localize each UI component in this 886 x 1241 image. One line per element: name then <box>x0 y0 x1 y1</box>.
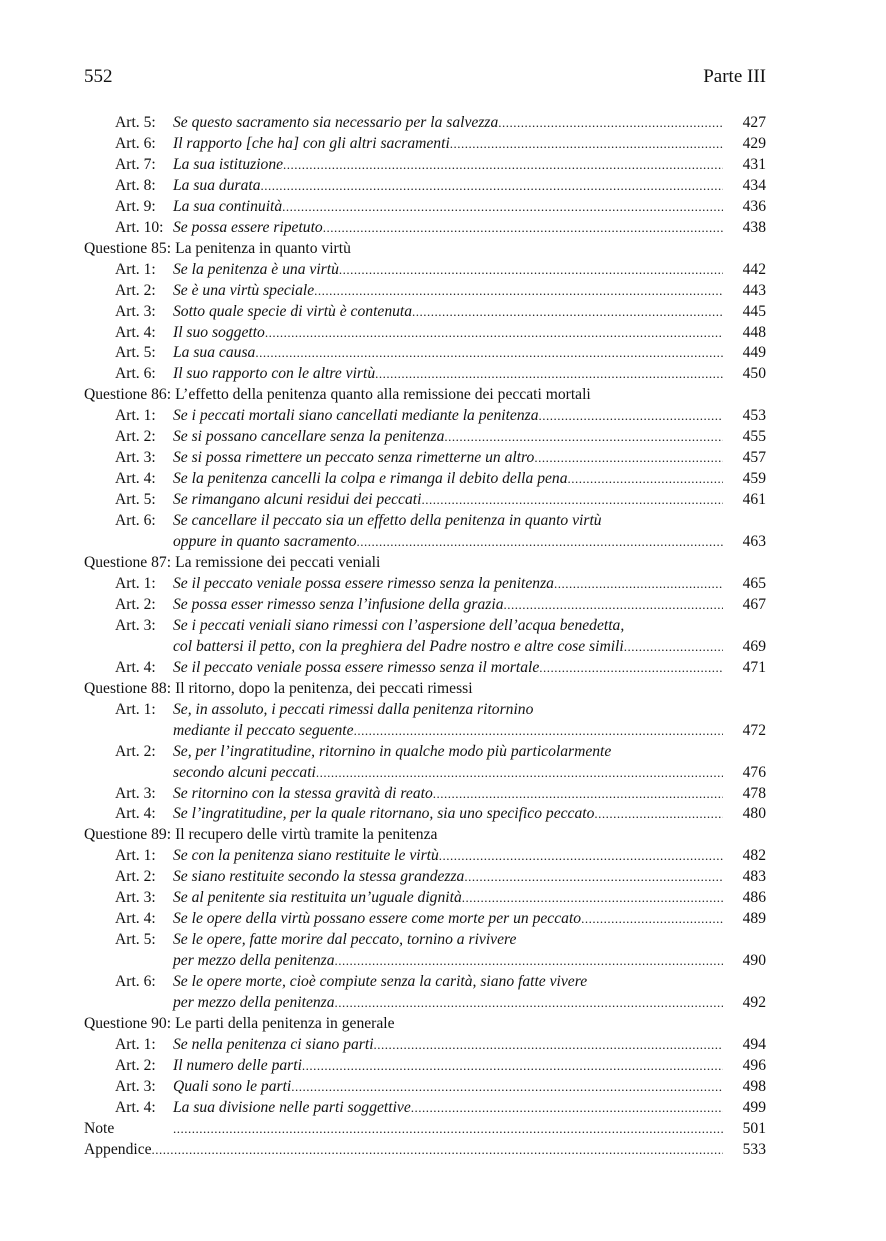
article-entry <box>115 742 766 763</box>
article-page: 476 <box>742 763 766 781</box>
dot-leader <box>412 302 723 323</box>
article-number: Art. 6: <box>115 512 156 530</box>
question-title: La remissione dei peccati veniali <box>175 554 381 572</box>
dot-leader <box>335 993 723 1014</box>
article-number: Art. 4: <box>115 805 156 823</box>
dot-leader <box>374 1035 723 1056</box>
dot-leader <box>462 888 723 909</box>
article-title: Se possa essere ripetuto <box>173 218 323 236</box>
question-heading <box>84 239 766 260</box>
article-page: 496 <box>742 1056 766 1074</box>
dot-leader <box>581 909 723 930</box>
article-page: 492 <box>742 994 766 1012</box>
article-entry <box>115 1035 766 1056</box>
article-title: Se è una virtù speciale <box>173 281 315 299</box>
article-entry <box>115 1098 766 1119</box>
article-title: Se si possa rimettere un peccato senza rimetterne un altro <box>173 449 535 467</box>
article-number: Art. 1: <box>115 847 156 865</box>
article-number: Art. 3: <box>115 449 156 467</box>
article-entry <box>115 406 766 427</box>
appendix-label: Appendice <box>84 1140 152 1158</box>
dot-leader <box>539 658 723 679</box>
dot-leader <box>498 113 723 134</box>
article-page: 453 <box>742 407 766 425</box>
article-page: 463 <box>742 533 766 551</box>
dot-leader <box>265 323 723 344</box>
article-title: Il suo soggetto <box>173 323 265 341</box>
article-number: Art. 3: <box>115 784 156 802</box>
notes-label: Note <box>84 1119 115 1137</box>
article-number: Art. 4: <box>115 658 156 676</box>
article-number: Art. 2: <box>115 868 156 886</box>
article-title: Se l’ingratitudine, per la quale ritornano, sia uno specifico peccato <box>173 805 595 823</box>
dot-leader <box>261 176 723 197</box>
question-heading <box>84 679 766 700</box>
article-page: 469 <box>742 637 766 655</box>
question-title: Il recupero delle virtù tramite la penitenza <box>175 826 438 844</box>
page-number: 552 <box>84 66 113 87</box>
article-entry <box>115 490 766 511</box>
article-number: Art. 3: <box>115 616 156 634</box>
article-page: 438 <box>742 218 766 236</box>
article-number: Art. 6: <box>115 973 156 991</box>
article-entry <box>115 343 766 364</box>
dot-leader <box>421 490 723 511</box>
article-page: 431 <box>742 155 766 173</box>
article-entry <box>115 113 766 134</box>
dot-leader <box>282 197 723 218</box>
article-title: Se al penitente sia restituita un’uguale dignità <box>173 889 462 907</box>
table-of-contents <box>84 113 766 1161</box>
article-title: Se nella penitenza ci siano parti <box>173 1035 374 1053</box>
question-title: Le parti della penitenza in generale <box>175 1014 395 1032</box>
dot-leader <box>375 364 723 385</box>
article-title: Se, per l’ingratitudine, ritornino in qualche modo più particolarmente <box>173 742 612 760</box>
article-title-continued: oppure in quanto sacramento <box>173 533 357 551</box>
article-title: Se il peccato veniale possa essere rimesso senza la penitenza <box>173 574 554 592</box>
question-number: Questione 85: <box>84 239 172 257</box>
dot-leader <box>173 1119 723 1140</box>
article-number: Art. 5: <box>115 491 156 509</box>
article-page: 490 <box>742 952 766 970</box>
article-title: Se le opere, fatte morire dal peccato, tornino a rivivere <box>173 931 517 949</box>
article-page: 478 <box>742 784 766 802</box>
article-title: Se i peccati veniali siano rimessi con l’aspersione dell’acqua benedetta, <box>173 616 625 634</box>
article-page: 498 <box>742 1077 766 1095</box>
article-page: 499 <box>742 1098 766 1116</box>
article-number: Art. 1: <box>115 1035 156 1053</box>
article-entry <box>115 469 766 490</box>
dot-leader <box>411 1098 723 1119</box>
article-page: 448 <box>742 323 766 341</box>
article-title: Se possa esser rimesso senza l’infusione della grazia <box>173 595 504 613</box>
article-title: La sua istituzione <box>173 155 284 173</box>
article-entry <box>115 323 766 344</box>
article-title: Se ritornino con la stessa gravità di reato <box>173 784 433 802</box>
article-entry <box>115 846 766 867</box>
article-entry <box>115 658 766 679</box>
dot-leader <box>444 427 723 448</box>
article-number: Art. 5: <box>115 114 156 131</box>
article-title: Il suo rapporto con le altre virtù <box>173 365 376 383</box>
article-entry <box>115 427 766 448</box>
article-entry <box>115 1056 766 1077</box>
article-page: 494 <box>742 1035 766 1053</box>
article-page: 457 <box>742 449 766 467</box>
notes-entry <box>84 1119 766 1140</box>
article-number: Art. 6: <box>115 134 156 152</box>
article-entry-continuation <box>173 993 766 1014</box>
article-entry <box>115 281 766 302</box>
article-page: 449 <box>742 344 766 362</box>
question-heading <box>84 1014 766 1035</box>
article-page: 445 <box>742 302 766 320</box>
article-number: Art. 1: <box>115 260 156 278</box>
article-page: 482 <box>742 847 766 865</box>
dot-leader <box>539 406 723 427</box>
article-entry <box>115 134 766 155</box>
article-title-continued: mediante il peccato seguente <box>173 721 354 739</box>
dot-leader <box>283 155 723 176</box>
question-title: La penitenza in quanto virtù <box>175 239 351 257</box>
article-title: Se con la penitenza siano restituite le virtù <box>173 847 439 865</box>
article-entry <box>115 909 766 930</box>
article-title: Se rimangano alcuni residui dei peccati <box>173 491 422 509</box>
dot-leader <box>534 448 723 469</box>
article-number: Art. 7: <box>115 155 156 173</box>
article-title: La sua divisione nelle parti soggettive <box>173 1098 411 1116</box>
article-entry-continuation <box>173 532 766 553</box>
dot-leader <box>357 532 723 553</box>
article-number: Art. 5: <box>115 344 156 362</box>
article-page: 455 <box>742 428 766 446</box>
appendix-entry <box>84 1140 766 1161</box>
article-number: Art. 5: <box>115 931 156 949</box>
article-page: 442 <box>742 260 766 278</box>
article-number: Art. 3: <box>115 889 156 907</box>
article-title: Se questo sacramento sia necessario per la salvezza <box>173 114 499 131</box>
article-entry <box>115 616 766 637</box>
article-title: La sua durata <box>173 176 261 194</box>
article-page: 483 <box>742 868 766 886</box>
article-title: Quali sono le parti <box>173 1077 292 1095</box>
article-number: Art. 3: <box>115 302 156 320</box>
article-number: Art. 2: <box>115 428 156 446</box>
article-title: Se, in assoluto, i peccati rimessi dalla penitenza ritornino <box>173 700 534 718</box>
article-title: Il rapporto [che ha] con gli altri sacramenti <box>173 134 450 152</box>
question-title: Il ritorno, dopo la penitenza, dei peccati rimessi <box>175 679 473 697</box>
article-page: 467 <box>742 595 766 613</box>
article-entry <box>115 595 766 616</box>
article-page: 436 <box>742 197 766 215</box>
article-page: 472 <box>742 721 766 739</box>
article-number: Art. 10: <box>115 218 164 236</box>
article-title: Se le opere della virtù possano essere come morte per un peccato <box>173 910 582 928</box>
dot-leader <box>291 1077 723 1098</box>
article-entry <box>115 260 766 281</box>
dot-leader <box>339 260 723 281</box>
article-page: 486 <box>742 889 766 907</box>
article-number: Art. 2: <box>115 742 156 760</box>
article-entry <box>115 1077 766 1098</box>
article-title: Se siano restituite secondo la stessa grandezza <box>173 868 465 886</box>
dot-leader <box>255 343 723 364</box>
article-page: 459 <box>742 470 766 488</box>
dot-leader <box>568 469 723 490</box>
article-page: 471 <box>742 658 766 676</box>
dot-leader <box>323 218 723 239</box>
article-number: Art. 1: <box>115 407 156 425</box>
article-title-continued: per mezzo della penitenza <box>173 952 335 970</box>
article-number: Art. 9: <box>115 197 156 215</box>
article-title: Se la penitenza cancelli la colpa e rimanga il debito della pena <box>173 470 568 488</box>
article-title: Sotto quale specie di virtù è contenuta <box>173 302 413 320</box>
question-number: Questione 87: <box>84 554 172 572</box>
article-number: Art. 6: <box>115 365 156 383</box>
article-title: Se cancellare il peccato sia un effetto della penitenza in quanto virtù <box>173 512 602 530</box>
article-number: Art. 1: <box>115 574 156 592</box>
article-entry <box>115 804 766 825</box>
article-entry-continuation <box>173 637 766 658</box>
appendix-page: 533 <box>742 1140 766 1158</box>
article-number: Art. 4: <box>115 1098 156 1116</box>
article-entry <box>115 176 766 197</box>
question-heading <box>84 825 766 846</box>
section-title: Parte III <box>703 66 766 87</box>
article-page: 434 <box>742 176 766 194</box>
article-number: Art. 8: <box>115 176 156 194</box>
dot-leader <box>439 846 723 867</box>
dot-leader <box>335 951 723 972</box>
question-title: L’effetto della penitenza quanto alla remissione dei peccati mortali <box>175 386 591 404</box>
article-title: Se le opere morte, cioè compiute senza la carità, siano fatte vivere <box>173 973 588 991</box>
article-number: Art. 4: <box>115 910 156 928</box>
article-entry <box>115 867 766 888</box>
article-entry <box>115 930 766 951</box>
article-entry <box>115 972 766 993</box>
article-entry <box>115 448 766 469</box>
dot-leader <box>450 134 723 155</box>
article-entry <box>115 700 766 721</box>
article-page: 450 <box>742 365 766 383</box>
page-header <box>84 64 766 90</box>
question-number: Questione 86: <box>84 386 172 404</box>
dot-leader <box>594 804 723 825</box>
article-entry <box>115 511 766 532</box>
article-number: Art. 3: <box>115 1077 156 1095</box>
article-entry <box>115 888 766 909</box>
article-entry-continuation <box>173 951 766 972</box>
dot-leader <box>314 281 723 302</box>
article-entry <box>115 784 766 805</box>
article-page: 480 <box>742 805 766 823</box>
notes-page: 501 <box>742 1119 766 1137</box>
article-title-continued: secondo alcuni peccati <box>173 763 316 781</box>
article-entry <box>115 364 766 385</box>
article-title: La sua continuità <box>173 197 283 215</box>
article-page: 443 <box>742 281 766 299</box>
article-number: Art. 4: <box>115 323 156 341</box>
article-title: Se il peccato veniale possa essere rimesso senza il mortale <box>173 658 540 676</box>
dot-leader <box>464 867 723 888</box>
dot-leader <box>354 721 723 742</box>
dot-leader <box>554 574 723 595</box>
question-number: Questione 88: <box>84 679 172 697</box>
article-title: Il numero delle parti <box>173 1056 302 1074</box>
article-number: Art. 1: <box>115 700 156 718</box>
article-entry <box>115 197 766 218</box>
dot-leader <box>302 1056 723 1077</box>
dot-leader <box>152 1140 723 1161</box>
article-entry-continuation <box>173 721 766 742</box>
article-entry-continuation <box>173 763 766 784</box>
article-entry <box>115 155 766 176</box>
question-number: Questione 89: <box>84 826 172 844</box>
question-heading <box>84 385 766 406</box>
article-page: 489 <box>742 910 766 928</box>
dot-leader <box>316 763 723 784</box>
article-page: 461 <box>742 491 766 509</box>
article-number: Art. 2: <box>115 1056 156 1074</box>
article-title: Se la penitenza è una virtù <box>173 260 339 278</box>
article-entry <box>115 574 766 595</box>
article-entry <box>115 218 766 239</box>
question-number: Questione 90: <box>84 1014 172 1032</box>
article-title: Se si possano cancellare senza la penitenza <box>173 428 445 446</box>
article-page: 429 <box>742 134 766 152</box>
article-entry <box>115 302 766 323</box>
article-title: La sua causa <box>173 344 256 362</box>
article-page: 465 <box>742 574 766 592</box>
dot-leader <box>433 784 723 805</box>
article-title-continued: col battersi il petto, con la preghiera del Padre nostro e altre cose simili <box>173 637 624 655</box>
question-heading <box>84 553 766 574</box>
dot-leader <box>624 637 723 658</box>
article-number: Art. 4: <box>115 470 156 488</box>
article-title-continued: per mezzo della penitenza <box>173 994 335 1012</box>
dot-leader <box>504 595 724 616</box>
article-page: 427 <box>742 114 766 131</box>
article-number: Art. 2: <box>115 281 156 299</box>
article-number: Art. 2: <box>115 595 156 613</box>
article-title: Se i peccati mortali siano cancellati mediante la penitenza <box>173 407 539 425</box>
